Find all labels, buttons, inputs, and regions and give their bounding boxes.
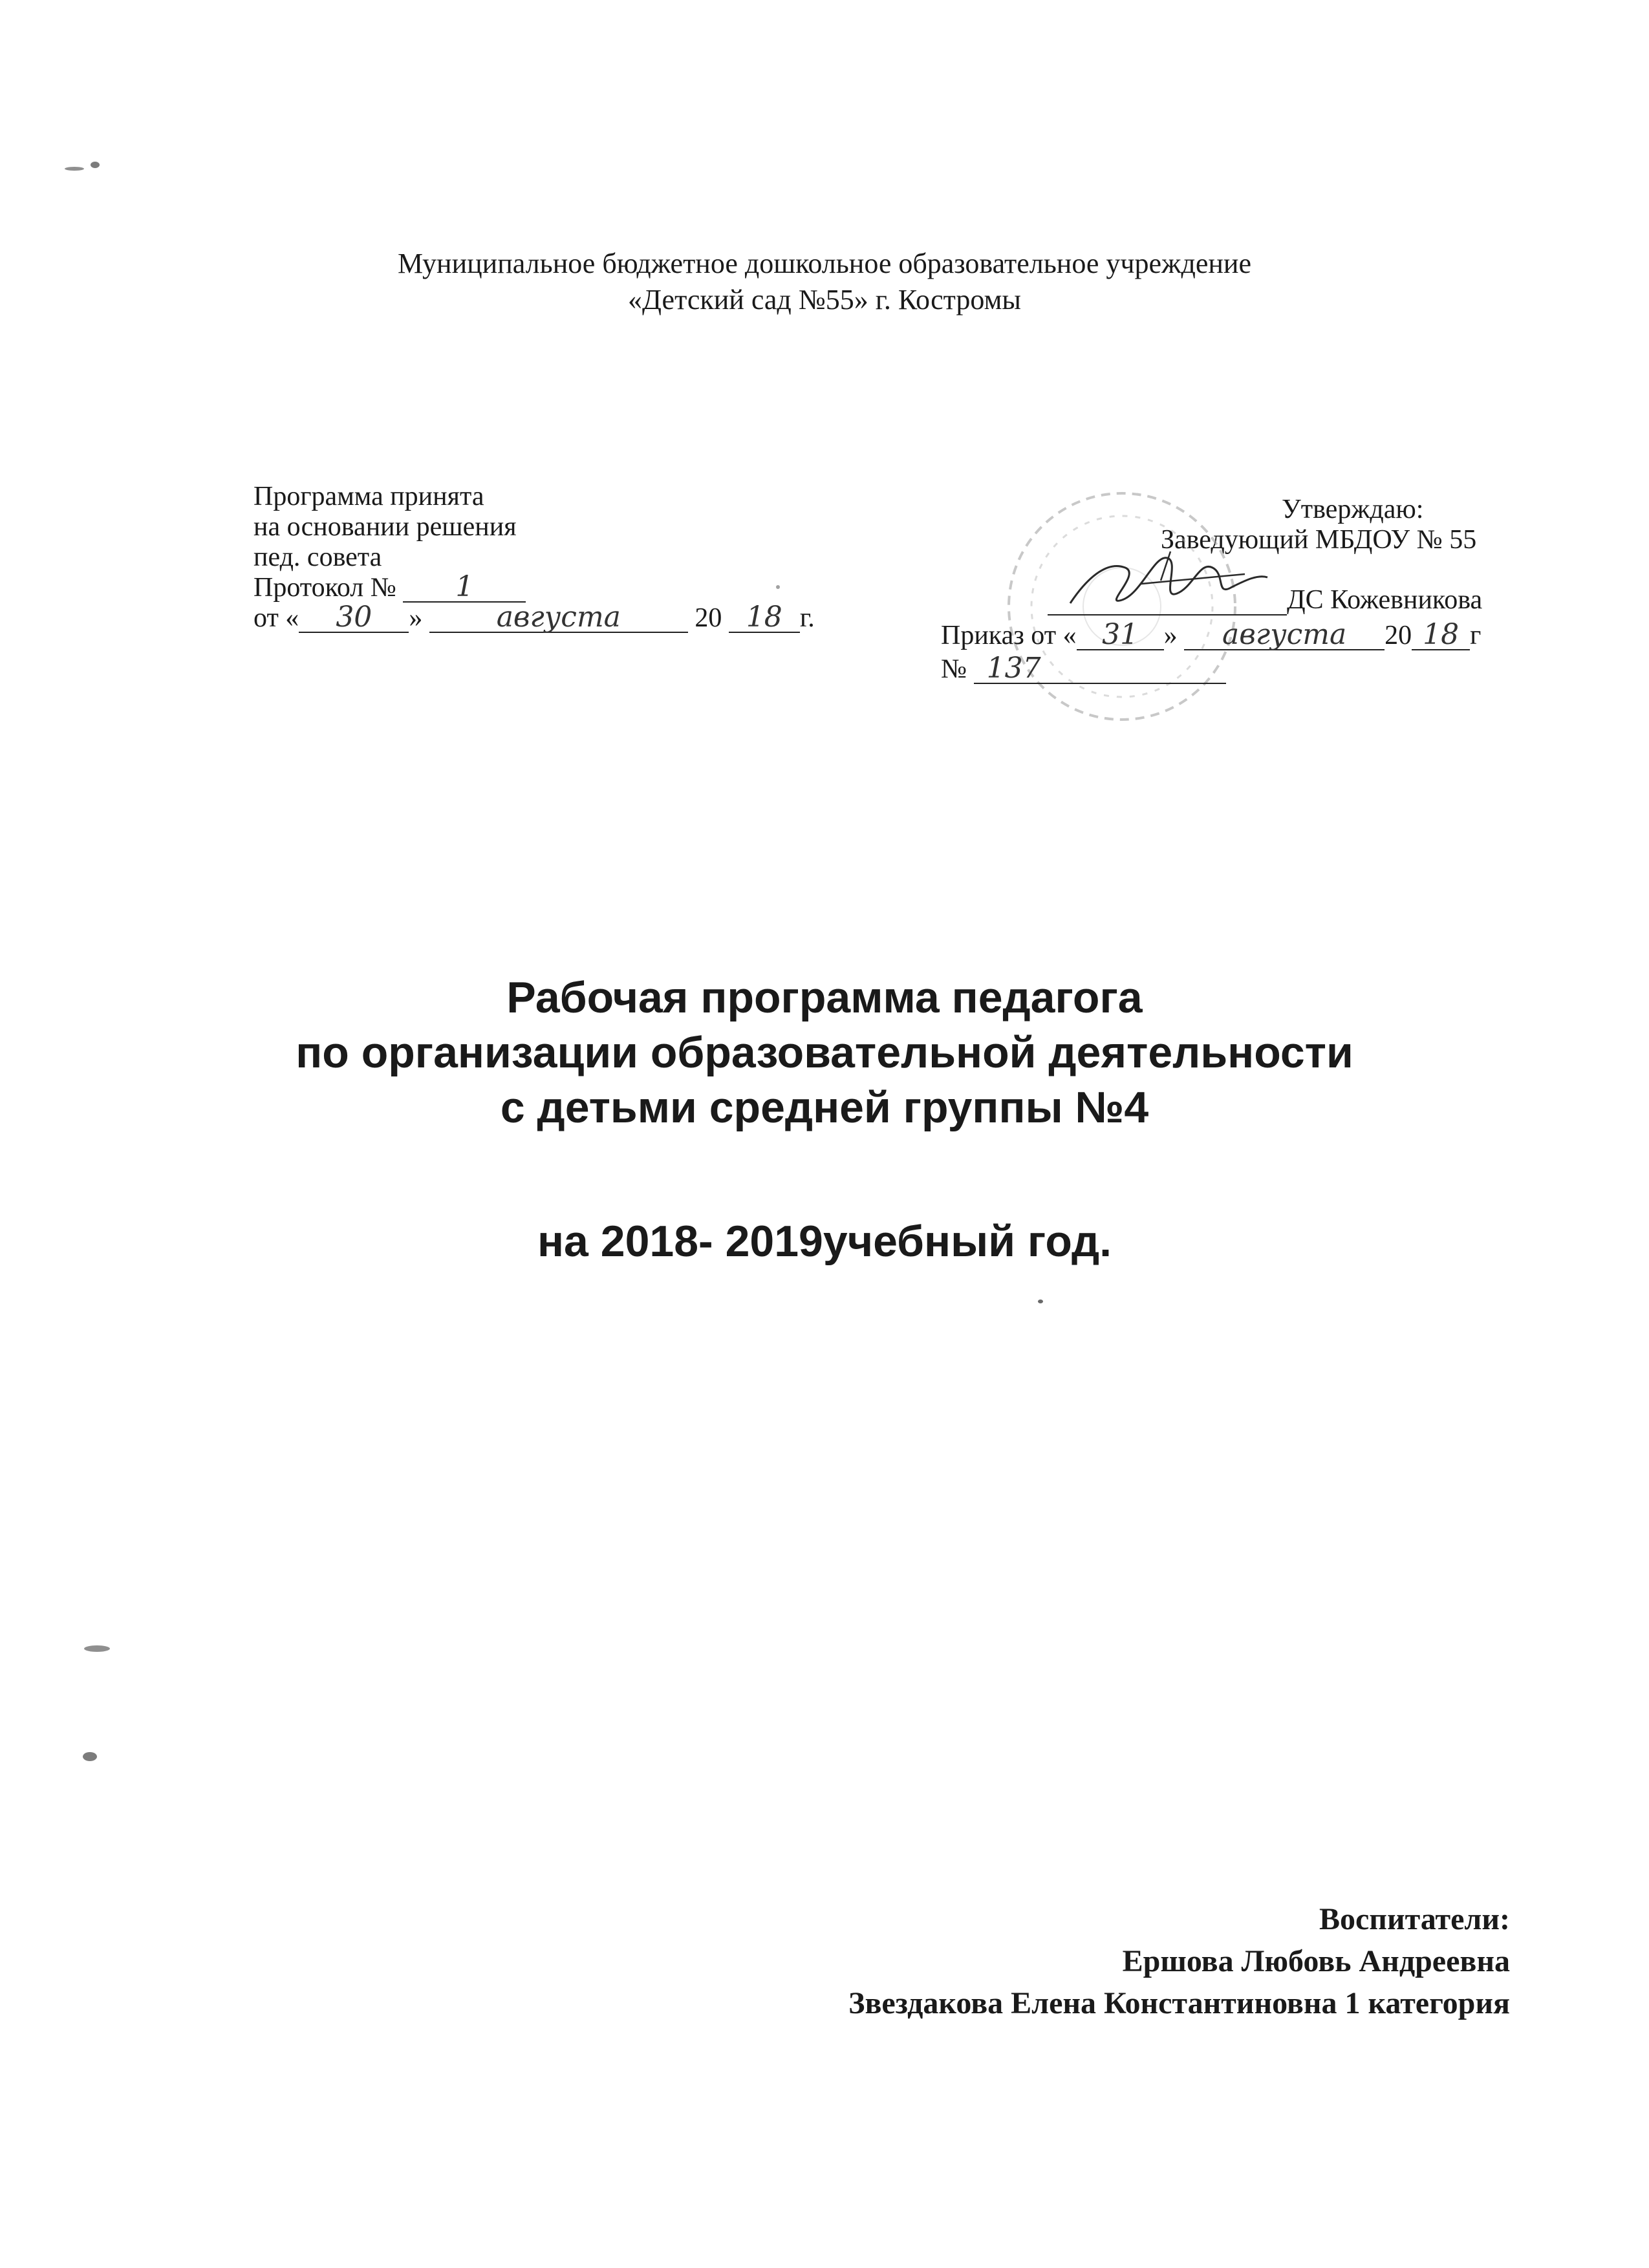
order-day: 31 [1077, 621, 1164, 650]
scan-speck [65, 167, 84, 171]
protocol-number: 1 [403, 573, 526, 603]
accepted-year: 18 [729, 603, 800, 633]
date-prefix: от « [253, 603, 299, 633]
institution-name: Муниципальное бюджетное дошкольное образовательное учреждение [398, 248, 1251, 279]
scan-speck [1038, 1300, 1043, 1303]
educators-heading: Воспитатели: [1319, 1902, 1510, 1936]
approved-position: Заведующий МБДОУ № 55 [1161, 525, 1477, 555]
order-year-prefix: 20 [1385, 621, 1412, 650]
institution-city: «Детский сад №55» г. Костромы [627, 284, 1021, 316]
order-month: августа [1184, 621, 1385, 650]
accepted-line-1: Программа принята [253, 482, 484, 511]
signer-name: ДС Кожевникова [1287, 585, 1483, 615]
approved-heading: Утверждаю: [1282, 495, 1424, 524]
educator-name-1: Ершова Любовь Андреевна [1122, 1944, 1510, 1978]
date-mid: » [409, 603, 423, 633]
educator-name-2: Звездакова Елена Константиновна 1 категория [848, 1986, 1510, 2020]
signature-line [1048, 586, 1287, 615]
title-year: на 2018- 2019учебный год. [537, 1217, 1112, 1266]
scan-speck [91, 162, 100, 168]
accepted-day: 30 [299, 603, 409, 633]
accepted-line-2: на основании решения [253, 512, 517, 542]
title-line-3: с детьми средней группы №4 [500, 1083, 1149, 1132]
scan-speck [84, 1645, 110, 1652]
order-number-label: № [941, 654, 967, 684]
order-date-line [941, 618, 1482, 651]
protocol-label: Протокол № [253, 573, 396, 603]
order-number-line [941, 654, 1226, 685]
order-year-suffix: г [1470, 621, 1482, 650]
accepted-month: августа [429, 603, 688, 633]
accepted-date-line [253, 603, 815, 634]
order-prefix: Приказ от « [941, 621, 1077, 650]
order-year: 18 [1412, 621, 1470, 650]
order-number: 137 [974, 654, 1226, 684]
protocol-line [253, 570, 815, 603]
year-prefix: 20 [695, 603, 722, 633]
scan-speck [776, 585, 780, 589]
title-line-1: Рабочая программа педагога [506, 973, 1143, 1022]
order-date-mid: » [1163, 621, 1178, 650]
signer-line [1048, 585, 1482, 615]
accepted-block [253, 482, 815, 634]
accepted-line-3: пед. совета [253, 542, 382, 572]
year-suffix: г. [799, 603, 815, 633]
signature-icon [1064, 548, 1271, 613]
scan-speck [83, 1752, 97, 1761]
title-line-2: по организации образовательной деятельности [296, 1028, 1353, 1077]
